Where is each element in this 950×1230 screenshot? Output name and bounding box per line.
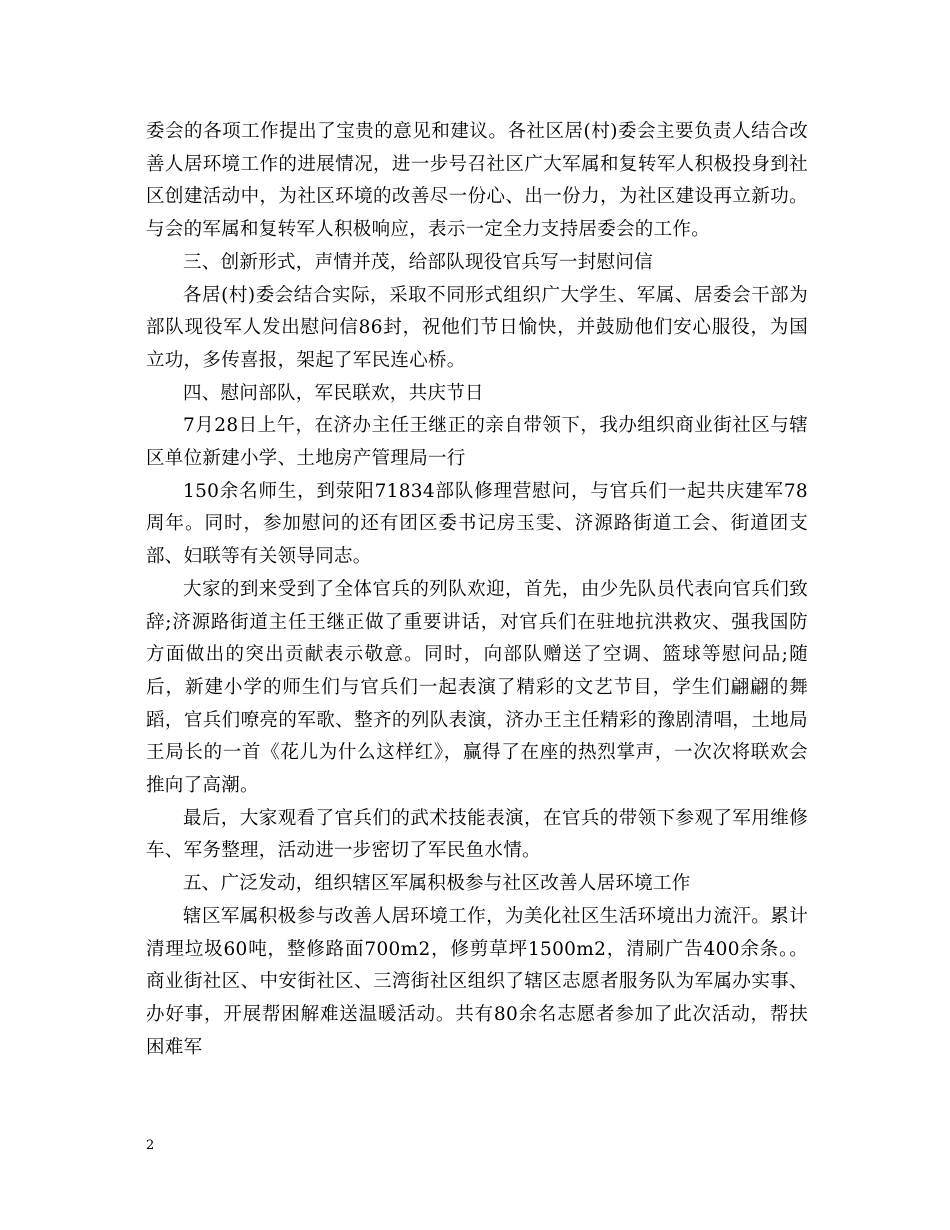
page-number: 2 <box>146 1138 155 1153</box>
paragraph-6: 150余名师生，到荥阳71834部队修理营慰问，与官兵们一起共庆建军78周年。同时，参加慰问的还有团区委书记房玉雯、济源路街道工会、街道团支部、妇联等有关领导同志。 <box>146 480 808 568</box>
paragraph-5: 7月28日上午，在济办主任王继正的亲自带领下，我办组织商业街社区与辖区单位新建小学、土地房产管理局一行 <box>146 415 808 470</box>
document-body <box>146 116 808 1064</box>
paragraph-8: 最后，大家观看了官兵们的武术技能表演，在官兵的带领下参观了军用维修车、军务整理，活动进一步密切了军民鱼水情。 <box>146 807 808 862</box>
paragraph-7: 大家的到来受到了全体官兵的列队欢迎，首先，由少先队员代表向官兵们致辞;济源路街道主任王继正做了重要讲话，对官兵们在驻地抗洪救灾、强我国防方面做出的突出贡献表示敬意。同时，向部队赠送了空调、篮球等慰问品;随后，新建小学的师生们与官兵们一起表演了精彩的文艺节目，学生们翩翩的舞蹈，官兵们嘹亮的军歌、整齐的列队表演，济办王主任精彩的豫剧清唱，土地局王局长的一首《花儿为什么这样红》，赢得了在座的热烈掌声，一次次将联欢会推向了高潮。 <box>146 578 808 797</box>
paragraph-3: 各居(村)委会结合实际，采取不同形式组织广大学生、军属、居委会干部为部队现役军人发出慰问信86封，祝他们节日愉快，并鼓励他们安心服役，为国立功，多传喜报，架起了军民连心桥。 <box>146 284 808 371</box>
paragraph-1: 委会的各项工作提出了宝贵的意见和建议。各社区居(村)委会主要负责人结合改善人居环境工作的进展情况，进一步号召社区广大军属和复转军人积极投身到社区创建活动中，为社区环境的改善尽一份心、出一份力，为社区建设再立新功。与会的军属和复转军人积极响应，表示一定全力支持居委会的工作。 <box>146 121 808 241</box>
paragraph-10: 辖区军属积极参与改善人居环境工作，为美化社区生活环境出力流汗。累计清理垃圾60吨，整修路面700m2，修剪草坪1500m2，清刷广告400余条。。商业街社区、中安街社区、三湾街社区组织了辖区志愿者服务队为军属办实事、办好事，开展帮困解难送温暖活动。共有80余名志愿者参加了此次活动，帮扶困难军 <box>146 905 808 1058</box>
section-heading-4: 四、慰问部队，军民联欢，共庆节日 <box>183 382 484 404</box>
section-heading-5: 五、广泛发动，组织辖区军属积极参与社区改善人居环境工作 <box>183 873 691 895</box>
section-heading-3: 三、创新形式，声情并茂，给部队现役官兵写一封慰问信 <box>183 251 654 273</box>
